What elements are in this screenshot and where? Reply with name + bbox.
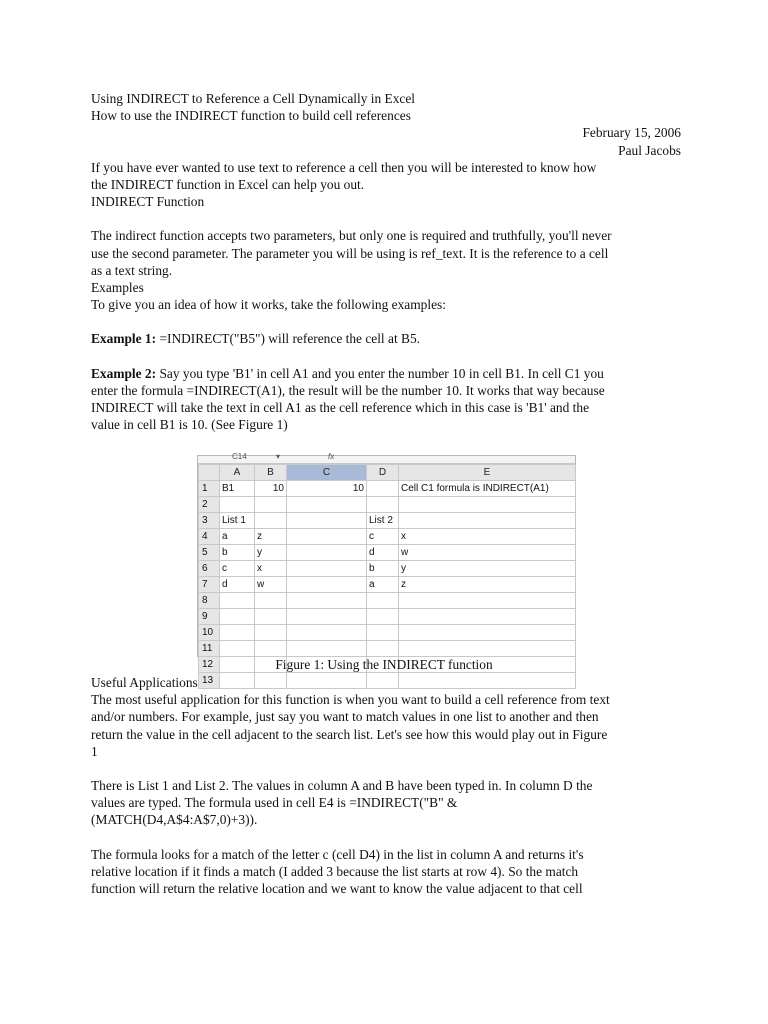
example-2-line-1 [91,365,681,382]
document-body [91,90,681,433]
cell-e: y [399,561,576,577]
cell-a [220,609,255,625]
cell-c [287,513,367,529]
cell-d: c [367,529,399,545]
cell-c [287,545,367,561]
para3-line-2: values are typed. The formula used in cell E4 is =INDIRECT("B" & [91,795,458,811]
sheet-row [199,625,576,641]
formula-bar [198,452,575,464]
cell-e [399,625,576,641]
sheet-row [199,609,576,625]
spreadsheet-grid [198,464,576,689]
row-header: 8 [199,593,220,609]
cell-e: x [399,529,576,545]
cell-e [399,513,576,529]
figure-caption: Figure 1: Using the INDIRECT function [275,657,493,672]
sheet-row [199,561,576,577]
cell-e [399,609,576,625]
cell-d: a [367,577,399,593]
row-header: 2 [199,497,220,513]
example-2-label: Example 2: [91,365,157,381]
example-2-line-4: value in cell B1 is 10. (See Figure 1) [91,417,288,433]
para1-line-1: The indirect function accepts two parameters, but only one is required and truthfully, you'll never [91,228,612,244]
cell-a [220,497,255,513]
example-1 [91,330,681,347]
examples-intro: To give you an idea of how it works, take the following examples: [91,297,446,313]
cell-a: a [220,529,255,545]
cell-c [287,609,367,625]
para2-line-3: return the value in the cell adjacent to the search list. Let's see how this would play out in Figure [91,726,608,742]
cell-b [255,641,287,657]
cell-d [367,641,399,657]
example-1-label: Example 1: [91,331,157,347]
cell-b: z [255,529,287,545]
section-heading-examples: Examples [91,280,144,296]
cell-e [399,593,576,609]
cell-d [367,497,399,513]
cell-c: 10 [287,481,367,497]
cell-d [367,609,399,625]
row-header: 9 [199,609,220,625]
cell-e [399,497,576,513]
row-header: 11 [199,641,220,657]
para2-line-2: and/or numbers. For example, just say you want to match values in one list to another and then [91,709,599,725]
cell-d [367,593,399,609]
column-header-row [199,465,576,481]
cell-b [255,497,287,513]
cell-a [220,641,255,657]
doc-author: Paul Jacobs [618,142,681,158]
cell-d [367,625,399,641]
fx-icon: fx [328,452,335,461]
cell-c [287,529,367,545]
dropdown-arrow-icon: ▾ [276,452,281,461]
cell-a [220,625,255,641]
cell-a: List 1 [220,513,255,529]
row-header: 3 [199,513,220,529]
row-header: 7 [199,577,220,593]
cell-a: B1 [220,481,255,497]
para2-line-4: 1 [91,743,98,759]
example-2-line-3: INDIRECT will take the text in cell A1 as the cell reference which in this case is 'B1' and the [91,400,590,416]
para2-line-1: The most useful application for this function is when you want to build a cell reference from text [91,692,610,708]
cell-c [287,641,367,657]
row-header: 4 [199,529,220,545]
cell-d [367,481,399,497]
column-header-a: A [220,465,255,481]
cell-b [255,513,287,529]
select-all-corner [199,465,220,481]
name-box: C14 [232,452,247,461]
column-header-c: C [287,465,367,481]
cell-a: c [220,561,255,577]
column-header-b: B [255,465,287,481]
cell-e: z [399,577,576,593]
cell-a [220,593,255,609]
cell-c [287,593,367,609]
document-body-continued [91,674,681,897]
row-header: 5 [199,545,220,561]
cell-e [399,641,576,657]
sheet-row [199,545,576,561]
cell-b [255,625,287,641]
section-heading-indirect: INDIRECT Function [91,194,205,210]
sheet-row [199,529,576,545]
cell-b: y [255,545,287,561]
cell-c [287,625,367,641]
cell-c [287,561,367,577]
cell-b: x [255,561,287,577]
sheet-row [199,593,576,609]
intro-line-2: the INDIRECT function in Excel can help you out. [91,177,365,193]
column-header-e: E [399,465,576,481]
para3-line-3: (MATCH(D4,A$4:A$7,0)+3)). [91,812,258,828]
row-header: 12 [199,657,220,673]
section-heading-useful: Useful Applications [91,675,198,690]
sheet-row [199,577,576,593]
cell-e: Cell C1 formula is INDIRECT(A1) [399,481,576,497]
para1-line-2: use the second parameter. The parameter you will be using is ref_text. It is the reference to a cell [91,245,609,261]
doc-title: Using INDIRECT to Reference a Cell Dynamically in Excel [91,91,416,106]
doc-date: February 15, 2006 [582,125,681,141]
example-2-line-2: enter the formula =INDIRECT(A1), the result will be the number 10. It works that way because [91,382,605,398]
para3-line-1: There is List 1 and List 2. The values in column A and B have been typed in. In column D the [91,778,593,794]
example-2-text: Say you type 'B1' in cell A1 and you enter the number 10 in cell B1. In cell C1 you [156,365,604,381]
sheet-row [199,641,576,657]
doc-subtitle: How to use the INDIRECT function to build cell references [91,108,411,124]
sheet-row [199,497,576,513]
intro-line-1: If you have ever wanted to use text to reference a cell then you will be interested to know how [91,159,597,175]
cell-d: d [367,545,399,561]
row-header: 13 [199,673,220,689]
row-header: 6 [199,561,220,577]
cell-b: w [255,577,287,593]
column-header-d: D [367,465,399,481]
row-header: 1 [199,481,220,497]
cell-b: 10 [255,481,287,497]
cell-d: List 2 [367,513,399,529]
sheet-row [199,513,576,529]
cell-e: w [399,545,576,561]
cell-a: b [220,545,255,561]
cell-a: d [220,577,255,593]
row-header: 10 [199,625,220,641]
cell-c [287,577,367,593]
sheet-row [199,481,576,497]
example-1-text: =INDIRECT("B5") will reference the cell at B5. [156,331,420,347]
cell-d: b [367,561,399,577]
cell-c [287,497,367,513]
para4-line-3: function will return the relative location and we want to know the value adjacent to that cell [91,881,583,897]
para1-line-3: as a text string. [91,262,173,278]
cell-b [255,593,287,609]
para4-line-2: relative location if it finds a match (I added 3 because the list starts at row 4). So the match [91,863,579,879]
para4-line-1: The formula looks for a match of the letter c (cell D4) in the list in column A and returns it's [91,846,584,862]
cell-b [255,609,287,625]
